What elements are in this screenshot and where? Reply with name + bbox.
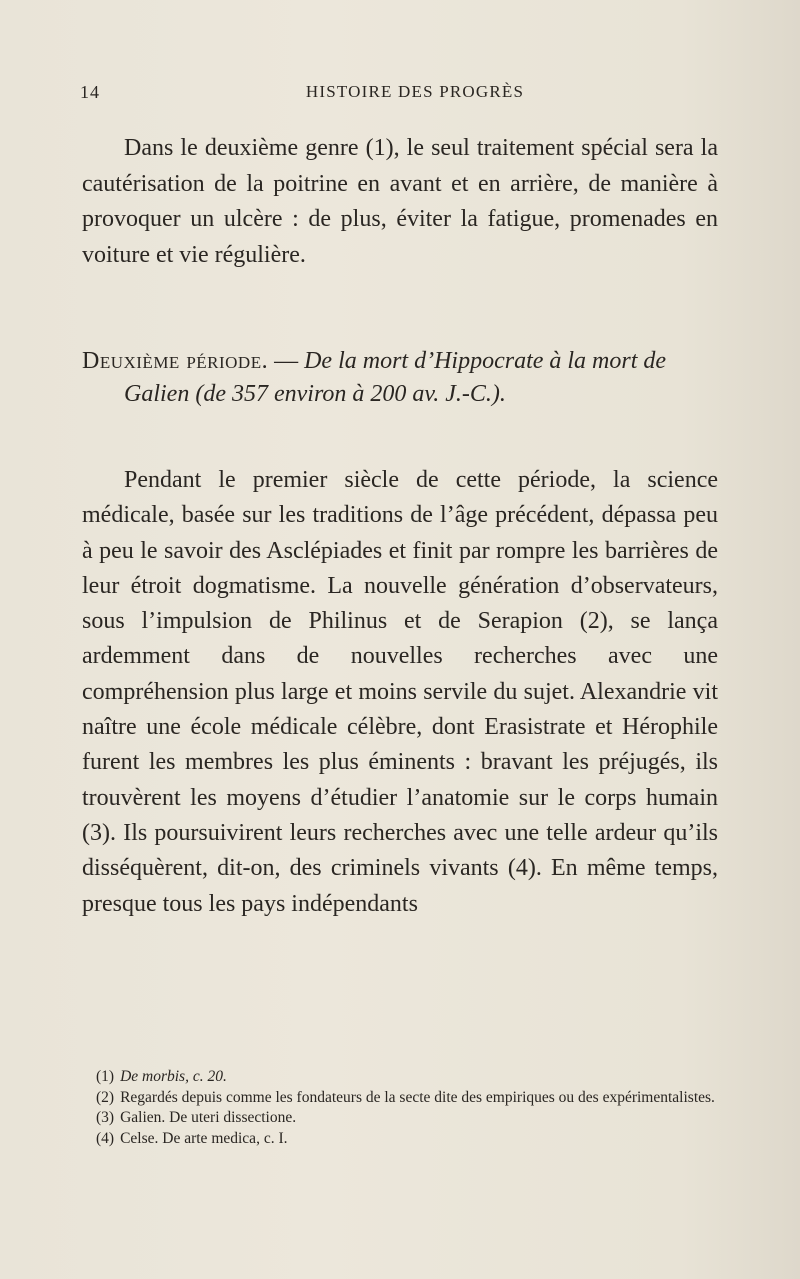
footnote-1 <box>82 1067 718 1088</box>
footnote-number: (1) <box>96 1068 115 1085</box>
page-header <box>80 82 720 106</box>
footnote-2 <box>82 1088 718 1109</box>
section-title: De la mort d’Hippocrate à la mort de Galien (de 357 environ à 200 av. J.-C.). <box>124 348 667 407</box>
footnote-text: De morbis, c. 20. <box>120 1068 227 1085</box>
paragraph-alexandria: Pendant le premier siècle de cette période, la science médicale, basée sur les traditions de l’âge précédent, dépassa peu à peu le savoir des Asclépiades et finit par rompre les barrières de leur étroit dogmatisme. La nouvelle génération d’observateurs, sous l’impulsion de Philinus et de Serapion (2), se lança ardemment dans de nouvelles recherches avec une compréhension plus large et moins servile du sujet. Alexandrie vit naître une école médicale célèbre, dont Erasistrate et Hérophile furent les membres les plus éminents : bravant les préjugés, ils trouvèrent les moyens d’étudier l’anatomie sur le corps humain (3). Ils poursuivirent leurs recherches avec une telle ardeur qu’ils disséquèrent, dit-on, des criminels vivants (4). En même temps, presque tous les pays indépendants <box>82 467 718 917</box>
footnotes <box>82 1067 718 1149</box>
page-number: 14 <box>80 82 100 102</box>
paragraph-treatment: Dans le deuxième genre (1), le seul traitement spécial sera la cautérisation de la poitrine en avant et en arrière, de manière à provoquer un ulcère : de plus, éviter la fatigue, promenades en voiture et vie régulière. <box>82 135 718 268</box>
footnote-text: Regardés depuis comme les fondateurs de la secte dite des empiriques ou des expérimentalistes. <box>120 1088 715 1106</box>
section-label: Deuxième période. <box>82 348 269 374</box>
section-heading <box>82 345 732 411</box>
running-title: HISTOIRE DES PROGRÈS <box>305 82 525 101</box>
footnote-number: (4) <box>96 1129 115 1147</box>
section-dash: — <box>268 348 305 374</box>
footnote-number: (3) <box>96 1109 115 1126</box>
footnote-4 <box>82 1129 718 1150</box>
footnote-text: Celse. De arte medica, c. I. <box>120 1129 288 1147</box>
footnote-text: Galien. De uteri dissectione. <box>120 1109 297 1126</box>
footnote-3 <box>82 1108 718 1129</box>
footnote-number: (2) <box>96 1088 115 1106</box>
